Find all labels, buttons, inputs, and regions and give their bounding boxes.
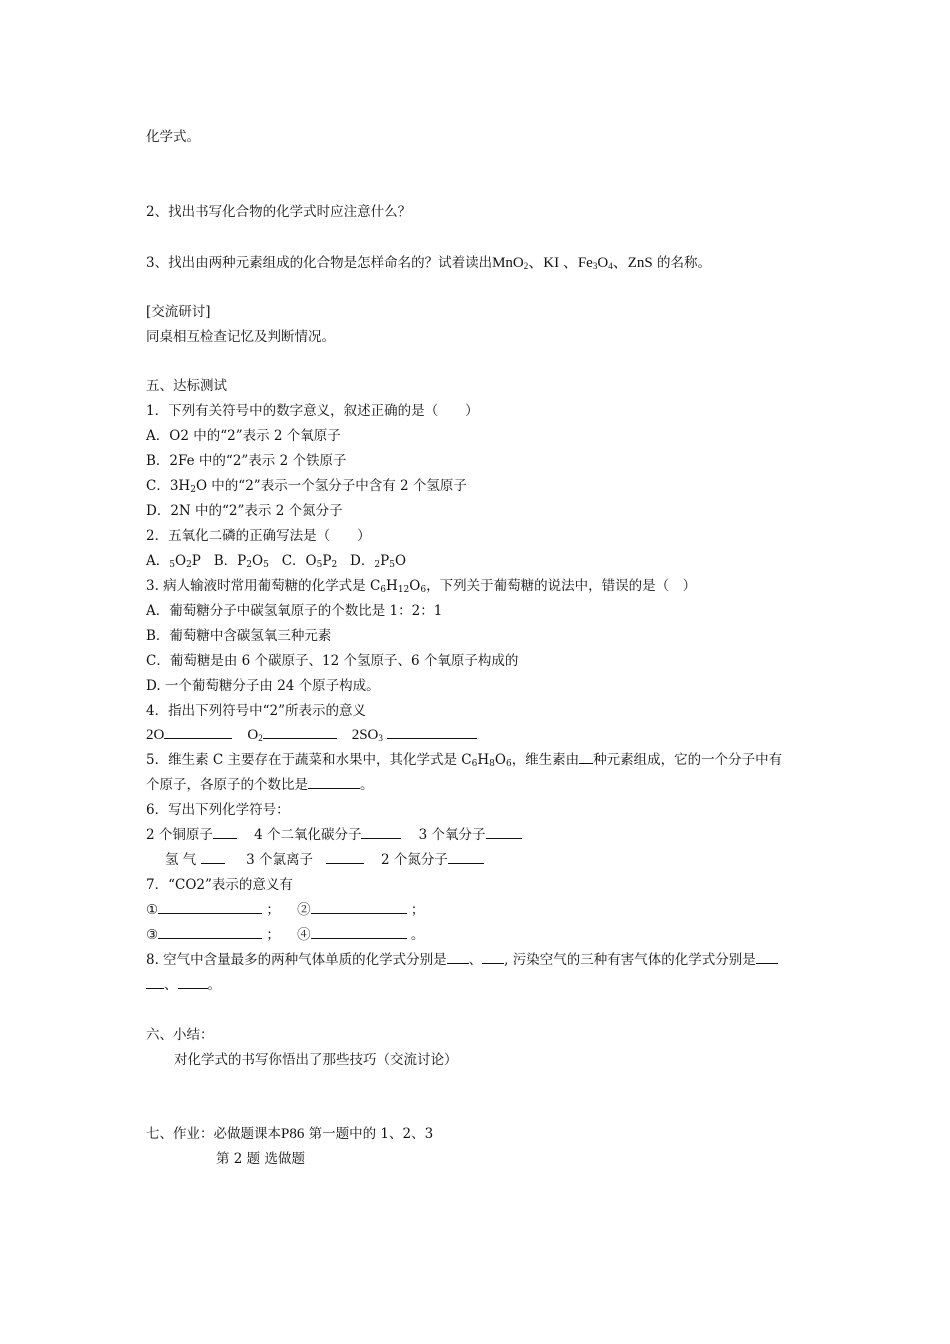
test-1-option-d: D．2N 中的“2”表示 2 个氮分子	[146, 503, 343, 519]
answer-blank[interactable]	[201, 851, 225, 864]
test-2: 2．五氧化二磷的正确写法是（ ）	[146, 528, 371, 544]
test-1: 1．下列有关符号中的数字意义，叙述正确的是（ ）	[146, 403, 479, 419]
test-6-row-2: 氢 气 3 个氯离子 2 个氮分子	[165, 851, 484, 869]
test-6: 6．写出下列化学符号：	[146, 802, 290, 818]
test-3-option-c: C．葡萄糖是由 6 个碳原子、12 个氢原子、6 个氧原子构成的	[146, 653, 519, 669]
answer-blank[interactable]	[447, 951, 469, 964]
test-8-line-2: 、 。	[146, 976, 221, 994]
test-7-row-1: ① ； ② ；	[146, 902, 425, 918]
answer-blank[interactable]	[311, 901, 407, 914]
test-5: 5．维生素 C 主要存在于蔬菜和水果中，其化学式是 $C_6H_8O_6$，维生素由 种元素组成，它的一个分子中有	[146, 752, 783, 769]
test-1-option-a: A．O2 中的“2”表示 2 个氧原子	[146, 428, 341, 444]
test-8: 8. 空气中含量最多的两种气体单质的化学式分别是 、 , 污染空气的三种有害气体的化学式分别是	[146, 951, 778, 969]
discussion-text: 同桌相互检查记忆及判断情况。	[146, 329, 335, 345]
section-7-line-1: 七、作业：必做题课本P86 第一题中的 1、2、3	[146, 1126, 434, 1142]
test-4: 4．指出下列符号中“2”所表示的意义	[146, 703, 366, 719]
test-1-option-b: B．2Fe 中的“2”表示 2 个铁原子	[146, 453, 347, 469]
test-6-row-1: 2 个铜原子 4 个二氧化碳分子 3 个氧分子	[146, 826, 522, 844]
intro-tail: 化学式。	[146, 129, 200, 145]
answer-blank[interactable]	[579, 751, 593, 764]
question-2: 2、找出书写化合物的化学式时应注意什么？	[146, 204, 412, 220]
answer-blank[interactable]	[158, 926, 262, 939]
answer-blank[interactable]	[146, 976, 164, 989]
test-7: 7．“CO2”表示的意义有	[146, 877, 293, 893]
answer-blank[interactable]	[387, 726, 477, 739]
section-5-title: 五、达标测试	[146, 378, 227, 394]
test-2-options: A．$_5O_2P$ B．$P_2O_5$ C．$O_5P_2$ D．$_2P_5O$	[146, 553, 407, 570]
answer-blank[interactable]	[164, 726, 232, 739]
answer-blank[interactable]	[486, 826, 522, 839]
test-4-items: 2O $O_2$ $2SO_3$	[146, 726, 477, 747]
section-6-title: 六、小结：	[146, 1027, 214, 1043]
test-7-row-2: ③ ； ④ 。	[146, 927, 425, 943]
test-5-line-2: 个原子，各原子的个数比是 。	[146, 777, 374, 793]
section-7-line-2: 第 2 题 选做题	[216, 1151, 305, 1167]
test-3-option-d: D. 一个葡萄糖分子由 24 个原子构成。	[146, 678, 380, 694]
answer-blank[interactable]	[756, 951, 778, 964]
answer-blank[interactable]	[178, 976, 208, 989]
answer-blank[interactable]	[308, 776, 360, 789]
answer-blank[interactable]	[158, 901, 262, 914]
test-3: 3. 病人输液时常用葡萄糖的化学式是 $C_6H_{12}O_6$，下列关于葡萄糖的说法中，错误的是（ ）	[146, 578, 697, 595]
answer-blank[interactable]	[448, 851, 484, 864]
answer-blank[interactable]	[361, 826, 401, 839]
answer-blank[interactable]	[482, 951, 504, 964]
answer-blank[interactable]	[263, 726, 337, 739]
discussion-title: [交流研讨]	[146, 304, 211, 320]
test-3-option-a: A．葡萄糖分子中碳氢氧原子的个数比是 1：2：1	[146, 603, 443, 619]
answer-blank[interactable]	[326, 851, 364, 864]
section-6-text: 对化学式的书写你悟出了那些技巧（交流讨论）	[174, 1052, 458, 1068]
test-1-option-c: C．$3H_2O$ 中的“2”表示一个氢分子中含有 2 个氢原子	[146, 478, 467, 495]
test-3-option-b: B．葡萄糖中含碳氢氧三种元素	[146, 628, 332, 644]
question-3: 3、找出由两种元素组成的化合物是怎样命名的？试着读出MnO$_2$、KI 、$Fe_3O_4$、ZnS 的名称。	[146, 255, 711, 271]
answer-blank[interactable]	[311, 926, 407, 939]
answer-blank[interactable]	[213, 826, 237, 839]
